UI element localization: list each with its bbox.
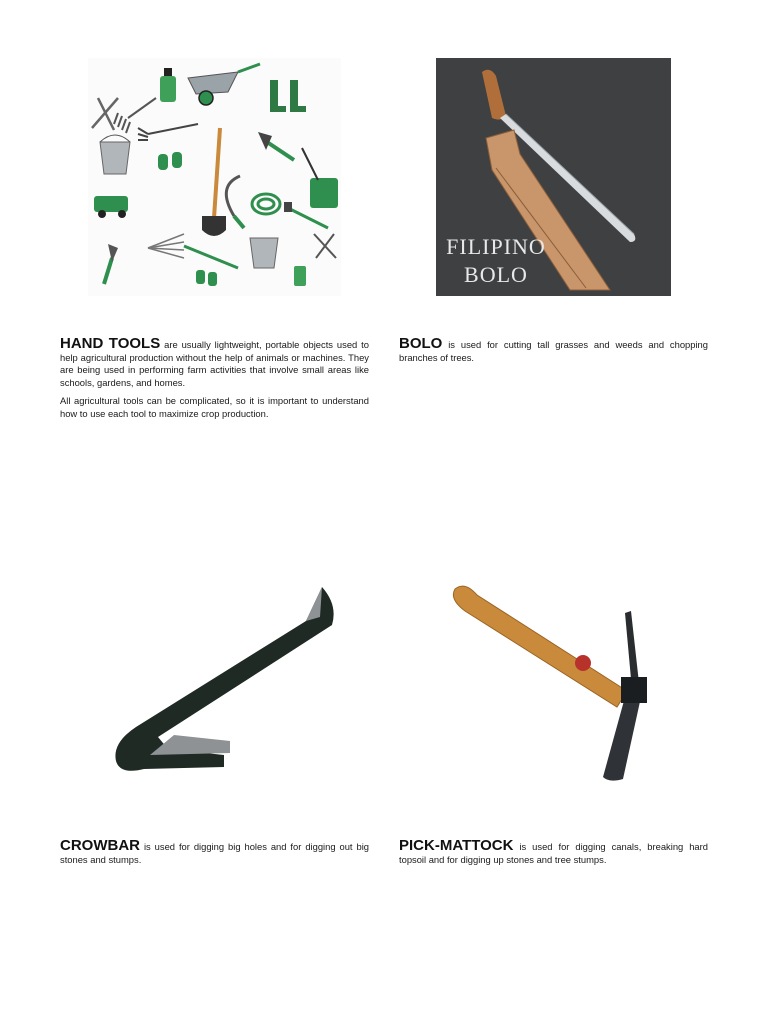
hand-tools-description <box>60 337 369 427</box>
gloves-icon-2 <box>196 270 217 286</box>
trowel-icon <box>104 244 118 284</box>
crowbar-body: is used for digging big holes and for digging out big stones and stumps. <box>60 841 369 865</box>
pruner-icon <box>314 234 336 258</box>
fan-rake-icon <box>148 234 238 268</box>
bolo-paragraph <box>399 337 708 364</box>
wheelbarrow-icon <box>188 64 260 105</box>
hand-tools-illustration <box>88 58 341 296</box>
hose-icon <box>252 194 280 214</box>
bolo-description <box>399 337 708 370</box>
hand-tools-paragraph <box>60 337 369 389</box>
shovel-icon <box>202 128 226 236</box>
spray-bottle-icon <box>294 266 306 286</box>
pick-mattock-icon <box>453 586 647 781</box>
crowbar-paragraph <box>60 839 369 866</box>
gloves-icon <box>158 152 182 170</box>
boots-icon <box>270 80 306 112</box>
bolo-photo <box>436 58 671 296</box>
crowbar-term: CROWBAR <box>60 837 140 854</box>
pick-mattock-description <box>399 839 708 872</box>
sickle-icon <box>226 176 244 228</box>
shears-icon <box>92 98 118 130</box>
lawn-mower-icon <box>94 196 128 218</box>
pick-mattock-photo <box>425 565 685 795</box>
hand-tools-body: are usually lightweight, portable objects used to help agricultural production without the help of animals or machines. They are being used in performing farm activities that involve small areas like schools, gardens, and homes. <box>60 339 369 388</box>
hand-tools-paragraph-2: All agricultural tools can be complicated, so it is important to understand how to use each tool to maximize crop production. <box>60 395 369 419</box>
pick-mattock-body: is used for digging canals, breaking hard topsoil and for digging up stones and tree stumps. <box>399 841 708 865</box>
bucket-icon <box>100 135 130 174</box>
bolo-body: is used for cutting tall grasses and weeds and chopping branches of trees. <box>399 339 708 363</box>
bolo-term: BOLO <box>399 335 443 352</box>
pick-mattock-paragraph <box>399 839 708 866</box>
pick-mattock-term: PICK-MATTOCK <box>399 837 514 854</box>
rake-icon <box>114 98 156 133</box>
crowbar-description <box>60 839 369 872</box>
crowbar-icon <box>115 587 333 771</box>
bolo-caption-line2: BOLO <box>464 262 528 287</box>
pitchfork-icon <box>138 124 198 140</box>
crowbar-photo <box>90 565 340 795</box>
sprayer-icon <box>160 68 176 102</box>
bolo-caption-line1: FILIPINO <box>446 234 546 259</box>
axe-icon <box>258 132 294 160</box>
bucket-icon-2 <box>250 238 278 268</box>
lawn-mower-icon-2 <box>302 148 338 208</box>
hand-tools-term: HAND TOOLS <box>60 335 161 352</box>
